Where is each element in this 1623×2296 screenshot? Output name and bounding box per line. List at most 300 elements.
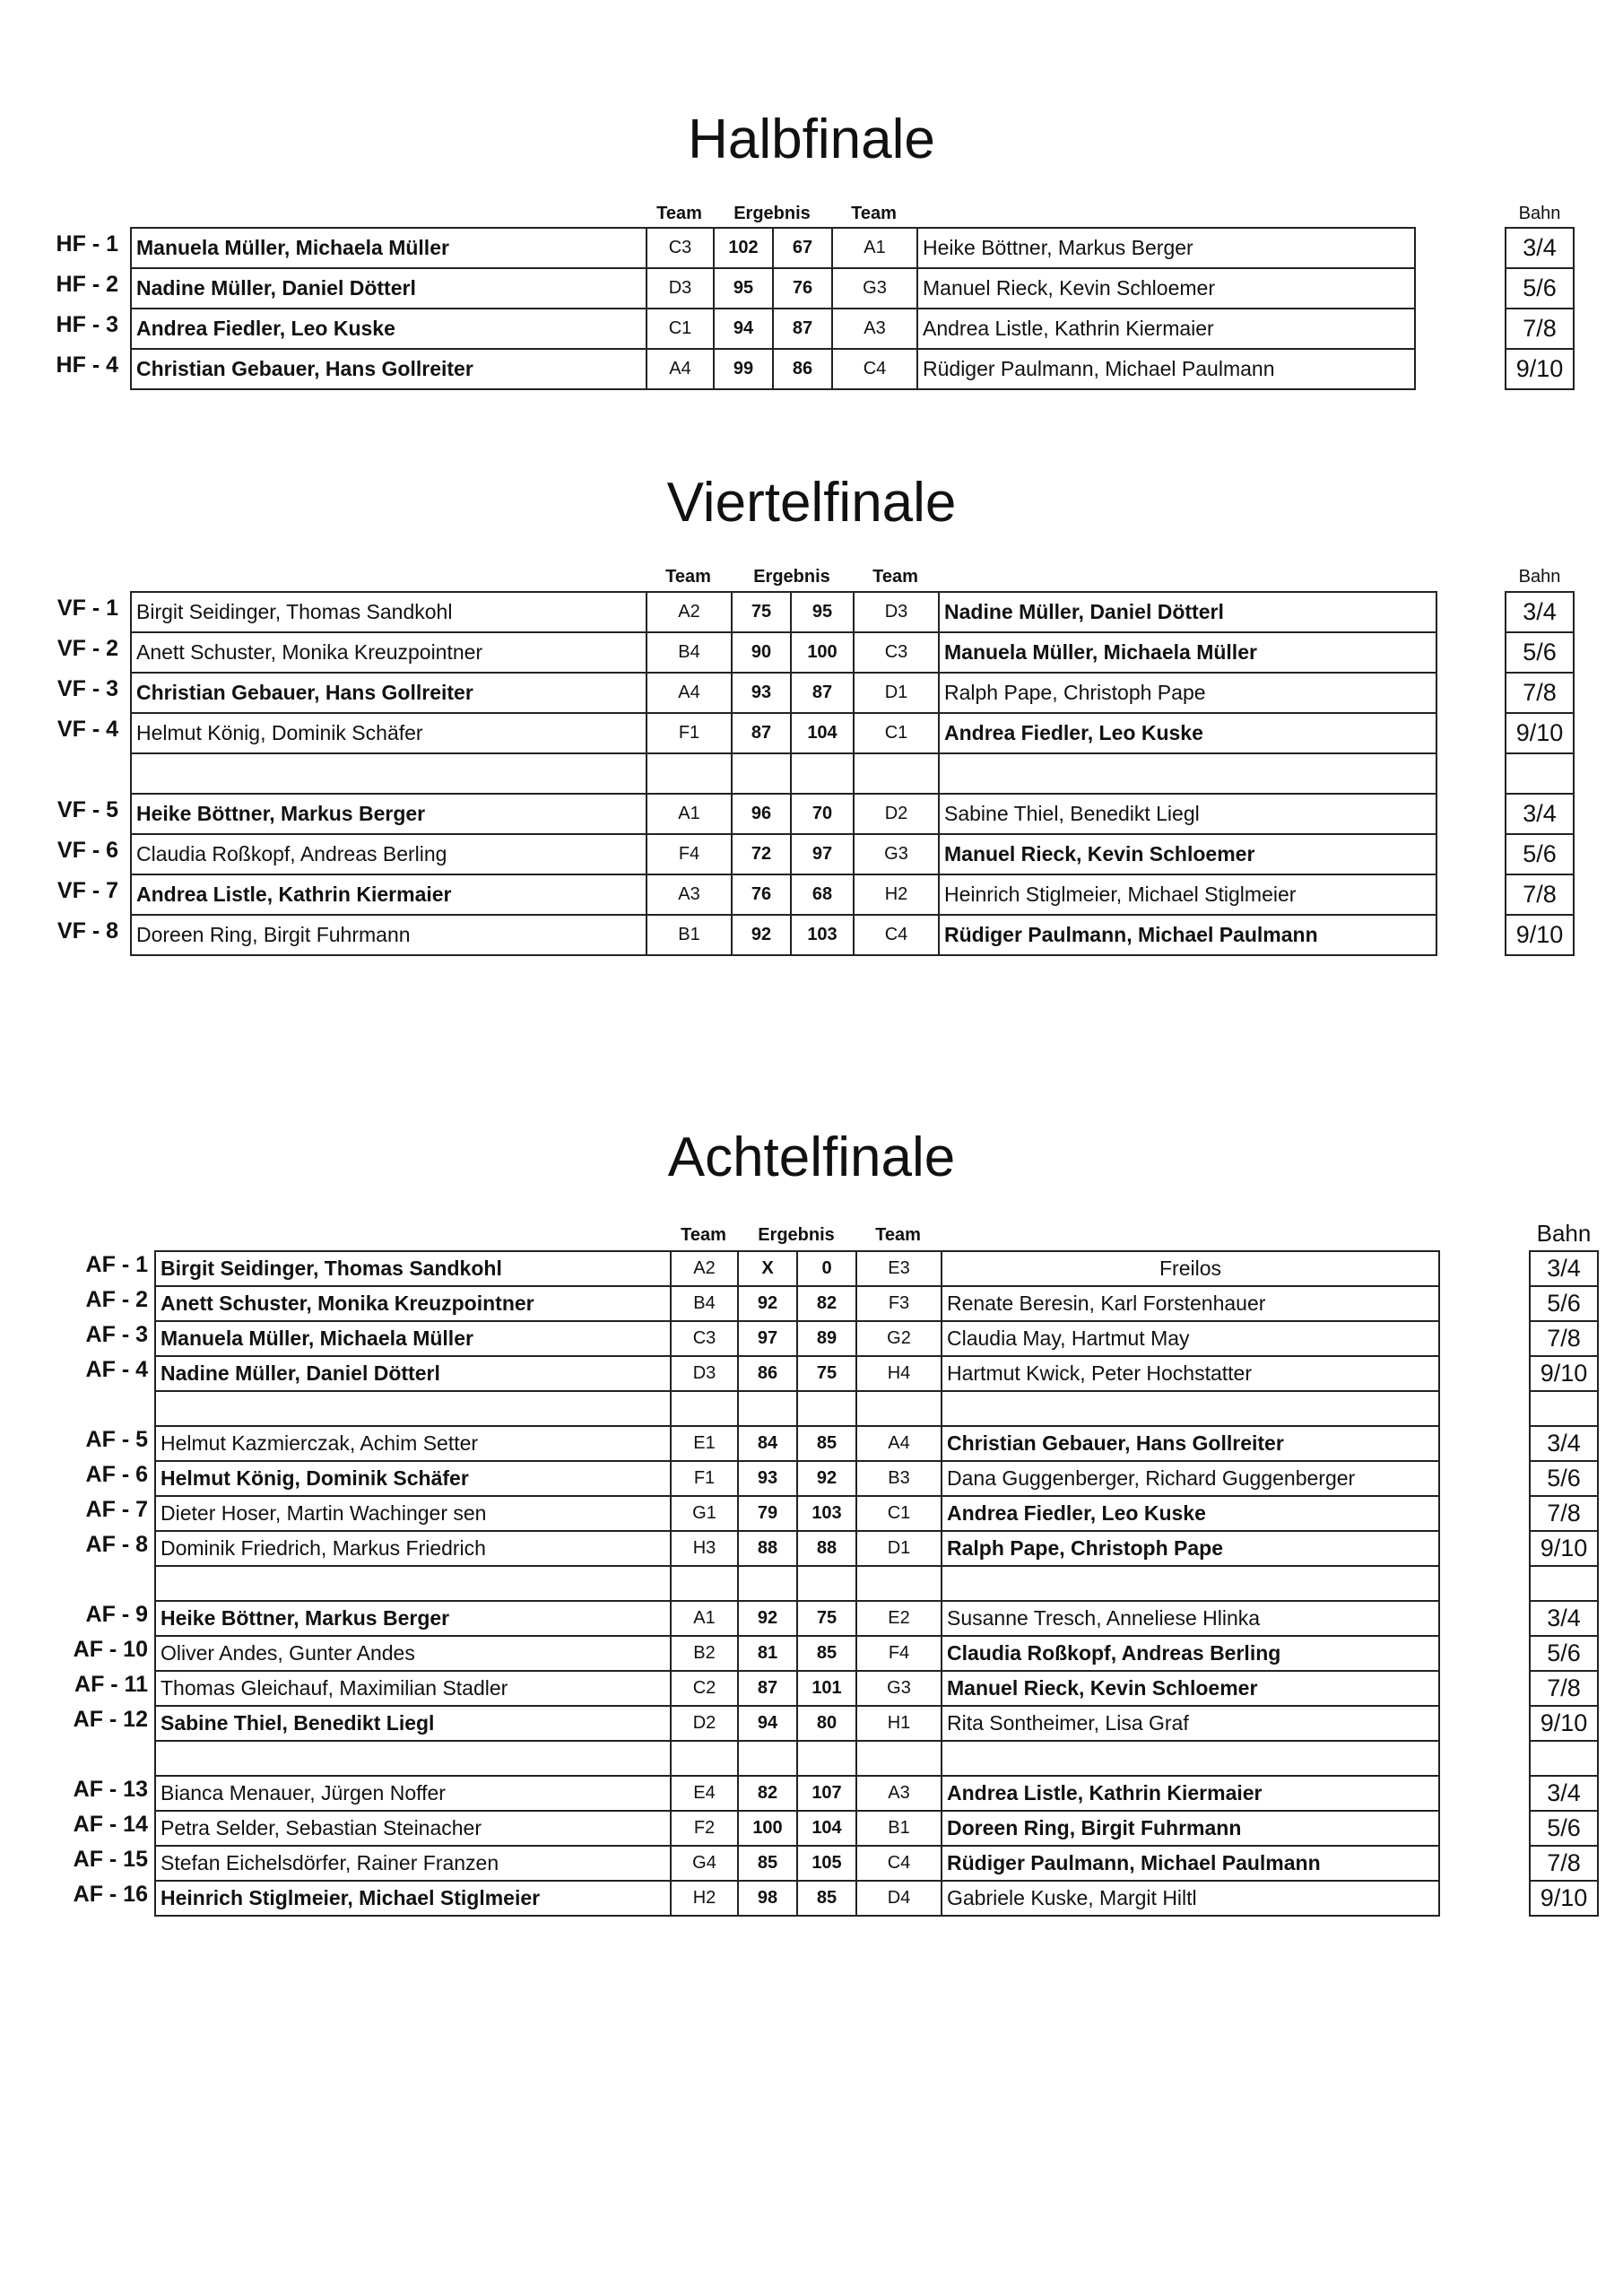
right-team-code: C4 <box>854 915 939 955</box>
right-pair-name: Manuel Rieck, Kevin Schloemer <box>942 1671 1439 1706</box>
match-label: AF - 3 <box>85 1322 148 1347</box>
match-label: AF - 14 <box>73 1812 148 1837</box>
left-pair-name: Bianca Menauer, Jürgen Noffer <box>155 1776 671 1811</box>
match-label: AF - 10 <box>73 1637 148 1662</box>
left-team-code: G4 <box>671 1846 738 1881</box>
match-label: AF - 6 <box>85 1462 148 1487</box>
left-score: 92 <box>738 1601 797 1636</box>
right-score: 104 <box>791 713 854 753</box>
left-pair-name: Christian Gebauer, Hans Gollreiter <box>131 349 647 389</box>
right-team-code: B1 <box>856 1811 942 1846</box>
left-pair-name: Birgit Seidinger, Thomas Sandkohl <box>131 592 647 632</box>
lane-number: 5/6 <box>1530 1636 1598 1671</box>
lane-number: 9/10 <box>1530 1531 1598 1566</box>
lane-number: 9/10 <box>1506 713 1574 753</box>
right-pair-name: Doreen Ring, Birgit Fuhrmann <box>942 1811 1439 1846</box>
left-score: 94 <box>714 309 773 349</box>
right-score: 67 <box>773 228 832 268</box>
left-team-code: E4 <box>671 1776 738 1811</box>
lane-number: 9/10 <box>1506 349 1574 389</box>
match-label: AF - 1 <box>85 1252 148 1277</box>
right-score: 92 <box>797 1461 856 1496</box>
left-team-code: C2 <box>671 1671 738 1706</box>
right-score: 89 <box>797 1321 856 1356</box>
lane-number: 7/8 <box>1530 1671 1598 1706</box>
empty-cell <box>1506 753 1574 794</box>
right-score: 88 <box>797 1531 856 1566</box>
left-score: 95 <box>714 268 773 309</box>
left-pair-name: Heinrich Stiglmeier, Michael Stiglmeier <box>155 1881 671 1916</box>
right-score: 75 <box>797 1356 856 1391</box>
empty-cell <box>671 1566 738 1601</box>
right-score: 107 <box>797 1776 856 1811</box>
right-score: 103 <box>791 915 854 955</box>
match-row <box>155 1776 1439 1811</box>
empty-cell <box>1530 1566 1598 1601</box>
right-pair-name: Andrea Fiedler, Leo Kuske <box>939 713 1436 753</box>
left-pair-name: Thomas Gleichauf, Maximilian Stadler <box>155 1671 671 1706</box>
left-score: 96 <box>732 794 791 834</box>
right-score: 85 <box>797 1881 856 1916</box>
left-team-code: C1 <box>647 309 714 349</box>
column-header-lane: Bahn <box>1518 567 1561 587</box>
spacer-row <box>131 753 1436 794</box>
right-pair-name: Andrea Listle, Kathrin Kiermaier <box>942 1776 1439 1811</box>
lane-number: 7/8 <box>1530 1496 1598 1531</box>
right-team-code: G3 <box>854 834 939 874</box>
right-score: 86 <box>773 349 832 389</box>
left-score: 102 <box>714 228 773 268</box>
match-row <box>131 228 1415 268</box>
column-header-result: Ergebnis <box>753 567 830 587</box>
empty-cell <box>738 1741 797 1776</box>
left-score: 84 <box>738 1426 797 1461</box>
empty-cell <box>131 753 647 794</box>
right-pair-name: Rita Sontheimer, Lisa Graf <box>942 1706 1439 1741</box>
column-header-team-right: Team <box>851 204 897 223</box>
left-pair-name: Andrea Listle, Kathrin Kiermaier <box>131 874 647 915</box>
lane-number: 5/6 <box>1530 1286 1598 1321</box>
right-team-code: G3 <box>832 268 917 309</box>
lane-table <box>1505 227 1575 390</box>
match-label: AF - 5 <box>85 1427 148 1452</box>
left-team-code: A4 <box>647 673 732 713</box>
left-score: 92 <box>732 915 791 955</box>
left-team-code: D2 <box>671 1706 738 1741</box>
right-team-code: A3 <box>832 309 917 349</box>
right-score: 104 <box>797 1811 856 1846</box>
left-team-code: B4 <box>647 632 732 673</box>
empty-cell <box>738 1391 797 1426</box>
empty-cell <box>942 1391 1439 1426</box>
right-pair-name: Rüdiger Paulmann, Michael Paulmann <box>917 349 1415 389</box>
lane-number: 5/6 <box>1506 268 1574 309</box>
right-team-code: D1 <box>854 673 939 713</box>
right-team-code: D1 <box>856 1531 942 1566</box>
lane-number: 3/4 <box>1530 1426 1598 1461</box>
right-team-code: A1 <box>832 228 917 268</box>
match-row <box>131 673 1436 713</box>
section-title: Achtelfinale <box>667 1126 956 1188</box>
lane-table <box>1529 1250 1599 1917</box>
match-label: AF - 13 <box>73 1777 148 1802</box>
right-team-code: H1 <box>856 1706 942 1741</box>
right-pair-name: Andrea Fiedler, Leo Kuske <box>942 1496 1439 1531</box>
match-label: VF - 7 <box>56 878 118 903</box>
empty-cell <box>732 753 791 794</box>
left-score: 100 <box>738 1811 797 1846</box>
right-score: 85 <box>797 1636 856 1671</box>
match-table <box>130 227 1416 390</box>
left-pair-name: Doreen Ring, Birgit Fuhrmann <box>131 915 647 955</box>
spacer-row <box>155 1391 1439 1426</box>
left-team-code: A2 <box>647 592 732 632</box>
right-team-code: B3 <box>856 1461 942 1496</box>
match-row <box>131 834 1436 874</box>
right-team-code: C4 <box>856 1846 942 1881</box>
left-pair-name: Claudia Roßkopf, Andreas Berling <box>131 834 647 874</box>
empty-cell <box>797 1566 856 1601</box>
left-team-code: A1 <box>647 794 732 834</box>
match-row <box>131 794 1436 834</box>
spacer-row <box>155 1566 1439 1601</box>
right-pair-name: Christian Gebauer, Hans Gollreiter <box>942 1426 1439 1461</box>
right-pair-name: Andrea Listle, Kathrin Kiermaier <box>917 309 1415 349</box>
left-pair-name: Andrea Fiedler, Leo Kuske <box>131 309 647 349</box>
lane-number: 7/8 <box>1530 1846 1598 1881</box>
lane-number: 3/4 <box>1506 794 1574 834</box>
lane-number: 5/6 <box>1506 632 1574 673</box>
left-pair-name: Christian Gebauer, Hans Gollreiter <box>131 673 647 713</box>
right-pair-name: Ralph Pape, Christoph Pape <box>939 673 1436 713</box>
empty-cell <box>942 1566 1439 1601</box>
left-team-code: D3 <box>647 268 714 309</box>
left-pair-name: Anett Schuster, Monika Kreuzpointner <box>155 1286 671 1321</box>
lane-number: 7/8 <box>1506 874 1574 915</box>
right-score: 105 <box>797 1846 856 1881</box>
empty-cell <box>856 1741 942 1776</box>
lane-number: 9/10 <box>1530 1881 1598 1916</box>
match-label: HF - 1 <box>56 231 118 257</box>
lane-number: 3/4 <box>1530 1601 1598 1636</box>
match-row <box>131 632 1436 673</box>
empty-cell <box>671 1391 738 1426</box>
match-label: VF - 8 <box>56 918 118 944</box>
right-pair-name: Hartmut Kwick, Peter Hochstatter <box>942 1356 1439 1391</box>
match-label: VF - 2 <box>56 636 118 661</box>
lane-number: 7/8 <box>1506 309 1574 349</box>
empty-cell <box>797 1741 856 1776</box>
match-label: VF - 3 <box>56 676 118 701</box>
match-table <box>154 1250 1440 1917</box>
left-team-code: F1 <box>671 1461 738 1496</box>
left-team-code: B1 <box>647 915 732 955</box>
match-label: HF - 4 <box>56 352 118 378</box>
column-header-team-left: Team <box>681 1225 726 1245</box>
left-score: 85 <box>738 1846 797 1881</box>
right-team-code: C3 <box>854 632 939 673</box>
left-score: 87 <box>738 1671 797 1706</box>
right-score: 76 <box>773 268 832 309</box>
match-label: VF - 5 <box>56 797 118 822</box>
right-score: 101 <box>797 1671 856 1706</box>
match-row <box>131 268 1415 309</box>
lane-number: 3/4 <box>1506 228 1574 268</box>
left-team-code: D3 <box>671 1356 738 1391</box>
match-row <box>131 349 1415 389</box>
column-header-team-left: Team <box>665 567 711 587</box>
left-pair-name: Heike Böttner, Markus Berger <box>131 794 647 834</box>
left-score: 90 <box>732 632 791 673</box>
match-row <box>155 1601 1439 1636</box>
left-score: 79 <box>738 1496 797 1531</box>
match-label: AF - 11 <box>74 1672 148 1697</box>
left-pair-name: Manuela Müller, Michaela Müller <box>155 1321 671 1356</box>
column-header-result: Ergebnis <box>758 1225 835 1245</box>
match-row <box>155 1846 1439 1881</box>
match-row <box>155 1671 1439 1706</box>
right-pair-name: Sabine Thiel, Benedikt Liegl <box>939 794 1436 834</box>
left-pair-name: Helmut König, Dominik Schäfer <box>155 1461 671 1496</box>
empty-cell <box>791 753 854 794</box>
right-team-code: E2 <box>856 1601 942 1636</box>
left-team-code: F4 <box>647 834 732 874</box>
right-team-code: F4 <box>856 1636 942 1671</box>
section-title: Halbfinale <box>688 109 935 170</box>
right-team-code: C1 <box>854 713 939 753</box>
right-team-code: F3 <box>856 1286 942 1321</box>
left-team-code: E1 <box>671 1426 738 1461</box>
right-team-code: E3 <box>856 1251 942 1286</box>
right-team-code: H4 <box>856 1356 942 1391</box>
right-score: 80 <box>797 1706 856 1741</box>
lane-number: 7/8 <box>1506 673 1574 713</box>
lane-number: 3/4 <box>1506 592 1574 632</box>
left-pair-name: Manuela Müller, Michaela Müller <box>131 228 647 268</box>
left-score: 87 <box>732 713 791 753</box>
match-row <box>131 592 1436 632</box>
left-pair-name: Nadine Müller, Daniel Dötterl <box>131 268 647 309</box>
right-score: 95 <box>791 592 854 632</box>
match-label: VF - 6 <box>56 838 118 863</box>
empty-cell <box>942 1741 1439 1776</box>
right-score: 70 <box>791 794 854 834</box>
match-label: AF - 7 <box>85 1497 148 1522</box>
match-label: VF - 1 <box>56 596 118 621</box>
match-label: AF - 15 <box>73 1847 148 1872</box>
lane-number: 7/8 <box>1530 1321 1598 1356</box>
match-row <box>155 1426 1439 1461</box>
empty-cell <box>155 1741 671 1776</box>
left-team-code: A4 <box>647 349 714 389</box>
right-pair-name: Claudia Roßkopf, Andreas Berling <box>942 1636 1439 1671</box>
lane-number: 5/6 <box>1530 1461 1598 1496</box>
left-score: 97 <box>738 1321 797 1356</box>
right-pair-name: Renate Beresin, Karl Forstenhauer <box>942 1286 1439 1321</box>
match-label: HF - 2 <box>56 272 118 297</box>
left-pair-name: Helmut Kazmierczak, Achim Setter <box>155 1426 671 1461</box>
match-label: AF - 2 <box>85 1287 148 1312</box>
left-team-code: F1 <box>647 713 732 753</box>
empty-cell <box>856 1566 942 1601</box>
left-team-code: G1 <box>671 1496 738 1531</box>
match-label: VF - 4 <box>56 717 118 742</box>
match-label: AF - 9 <box>85 1602 148 1627</box>
match-table <box>130 591 1437 956</box>
right-team-code: C1 <box>856 1496 942 1531</box>
match-row <box>155 1881 1439 1916</box>
left-score: X <box>738 1251 797 1286</box>
lane-table <box>1505 591 1575 956</box>
match-row <box>155 1496 1439 1531</box>
right-pair-name: Heinrich Stiglmeier, Michael Stiglmeier <box>939 874 1436 915</box>
right-score: 85 <box>797 1426 856 1461</box>
left-team-code: F2 <box>671 1811 738 1846</box>
left-score: 76 <box>732 874 791 915</box>
match-row <box>155 1286 1439 1321</box>
left-score: 86 <box>738 1356 797 1391</box>
empty-cell <box>856 1391 942 1426</box>
empty-cell <box>155 1566 671 1601</box>
left-pair-name: Dominik Friedrich, Markus Friedrich <box>155 1531 671 1566</box>
right-pair-name: Rüdiger Paulmann, Michael Paulmann <box>939 915 1436 955</box>
right-pair-name: Heike Böttner, Markus Berger <box>917 228 1415 268</box>
right-score: 68 <box>791 874 854 915</box>
right-score: 75 <box>797 1601 856 1636</box>
empty-cell <box>738 1566 797 1601</box>
left-team-code: A3 <box>647 874 732 915</box>
match-row <box>155 1461 1439 1496</box>
empty-cell <box>1530 1391 1598 1426</box>
lane-number: 3/4 <box>1530 1776 1598 1811</box>
right-pair-name: Rüdiger Paulmann, Michael Paulmann <box>942 1846 1439 1881</box>
right-pair-name: Claudia May, Hartmut May <box>942 1321 1439 1356</box>
column-header-team-left: Team <box>656 204 702 223</box>
right-team-code: D4 <box>856 1881 942 1916</box>
match-row <box>155 1531 1439 1566</box>
left-score: 92 <box>738 1286 797 1321</box>
column-header-team-right: Team <box>872 567 918 587</box>
column-header-lane: Bahn <box>1536 1220 1592 1247</box>
left-score: 94 <box>738 1706 797 1741</box>
left-score: 88 <box>738 1531 797 1566</box>
right-score: 0 <box>797 1251 856 1286</box>
match-row <box>131 874 1436 915</box>
lane-number: 9/10 <box>1530 1706 1598 1741</box>
left-score: 75 <box>732 592 791 632</box>
left-pair-name: Oliver Andes, Gunter Andes <box>155 1636 671 1671</box>
right-team-code: G2 <box>856 1321 942 1356</box>
right-pair-name: Ralph Pape, Christoph Pape <box>942 1531 1439 1566</box>
right-team-code: G3 <box>856 1671 942 1706</box>
match-label: HF - 3 <box>56 312 118 337</box>
lane-number: 9/10 <box>1506 915 1574 955</box>
right-pair-name: Dana Guggenberger, Richard Guggenberger <box>942 1461 1439 1496</box>
right-score: 100 <box>791 632 854 673</box>
left-score: 93 <box>732 673 791 713</box>
empty-cell <box>939 753 1436 794</box>
match-row <box>131 915 1436 955</box>
right-pair-name: Susanne Tresch, Anneliese Hlinka <box>942 1601 1439 1636</box>
right-score: 87 <box>791 673 854 713</box>
match-row <box>155 1321 1439 1356</box>
left-pair-name: Anett Schuster, Monika Kreuzpointner <box>131 632 647 673</box>
lane-number: 5/6 <box>1530 1811 1598 1846</box>
right-score: 97 <box>791 834 854 874</box>
lane-number: 5/6 <box>1506 834 1574 874</box>
right-score: 82 <box>797 1286 856 1321</box>
right-pair-name: Manuel Rieck, Kevin Schloemer <box>939 834 1436 874</box>
match-row <box>131 309 1415 349</box>
left-pair-name: Sabine Thiel, Benedikt Liegl <box>155 1706 671 1741</box>
left-pair-name: Birgit Seidinger, Thomas Sandkohl <box>155 1251 671 1286</box>
left-score: 99 <box>714 349 773 389</box>
right-pair-name: Nadine Müller, Daniel Dötterl <box>939 592 1436 632</box>
spacer-row <box>155 1741 1439 1776</box>
section-title: Viertelfinale <box>666 472 957 534</box>
match-label: AF - 4 <box>85 1357 148 1382</box>
match-label: AF - 16 <box>73 1882 148 1907</box>
right-pair-name: Manuel Rieck, Kevin Schloemer <box>917 268 1415 309</box>
right-team-code: C4 <box>832 349 917 389</box>
empty-cell <box>155 1391 671 1426</box>
column-header-result: Ergebnis <box>733 204 811 223</box>
match-row <box>155 1811 1439 1846</box>
column-header-team-right: Team <box>875 1225 921 1245</box>
left-team-code: C3 <box>647 228 714 268</box>
left-score: 72 <box>732 834 791 874</box>
match-row <box>155 1356 1439 1391</box>
match-label: AF - 8 <box>85 1532 148 1557</box>
right-team-code: D2 <box>854 794 939 834</box>
match-row <box>155 1636 1439 1671</box>
empty-cell <box>671 1741 738 1776</box>
left-team-code: A2 <box>671 1251 738 1286</box>
left-pair-name: Dieter Hoser, Martin Wachinger sen <box>155 1496 671 1531</box>
right-pair-name: Manuela Müller, Michaela Müller <box>939 632 1436 673</box>
left-pair-name: Nadine Müller, Daniel Dötterl <box>155 1356 671 1391</box>
left-team-code: B4 <box>671 1286 738 1321</box>
left-pair-name: Heike Böttner, Markus Berger <box>155 1601 671 1636</box>
empty-cell <box>1530 1741 1598 1776</box>
column-header-lane: Bahn <box>1518 204 1561 223</box>
left-score: 81 <box>738 1636 797 1671</box>
left-score: 82 <box>738 1776 797 1811</box>
left-team-code: H3 <box>671 1531 738 1566</box>
left-team-code: B2 <box>671 1636 738 1671</box>
empty-cell <box>854 753 939 794</box>
right-team-code: A4 <box>856 1426 942 1461</box>
right-pair-name: Gabriele Kuske, Margit Hiltl <box>942 1881 1439 1916</box>
match-row <box>155 1706 1439 1741</box>
right-score: 87 <box>773 309 832 349</box>
right-pair-name: Freilos <box>942 1251 1439 1286</box>
empty-cell <box>647 753 732 794</box>
right-team-code: A3 <box>856 1776 942 1811</box>
left-pair-name: Helmut König, Dominik Schäfer <box>131 713 647 753</box>
match-row <box>131 713 1436 753</box>
empty-cell <box>797 1391 856 1426</box>
right-team-code: H2 <box>854 874 939 915</box>
left-pair-name: Petra Selder, Sebastian Steinacher <box>155 1811 671 1846</box>
left-score: 98 <box>738 1881 797 1916</box>
left-team-code: A1 <box>671 1601 738 1636</box>
left-score: 93 <box>738 1461 797 1496</box>
left-team-code: H2 <box>671 1881 738 1916</box>
right-score: 103 <box>797 1496 856 1531</box>
lane-number: 3/4 <box>1530 1251 1598 1286</box>
match-label: AF - 12 <box>73 1707 148 1732</box>
